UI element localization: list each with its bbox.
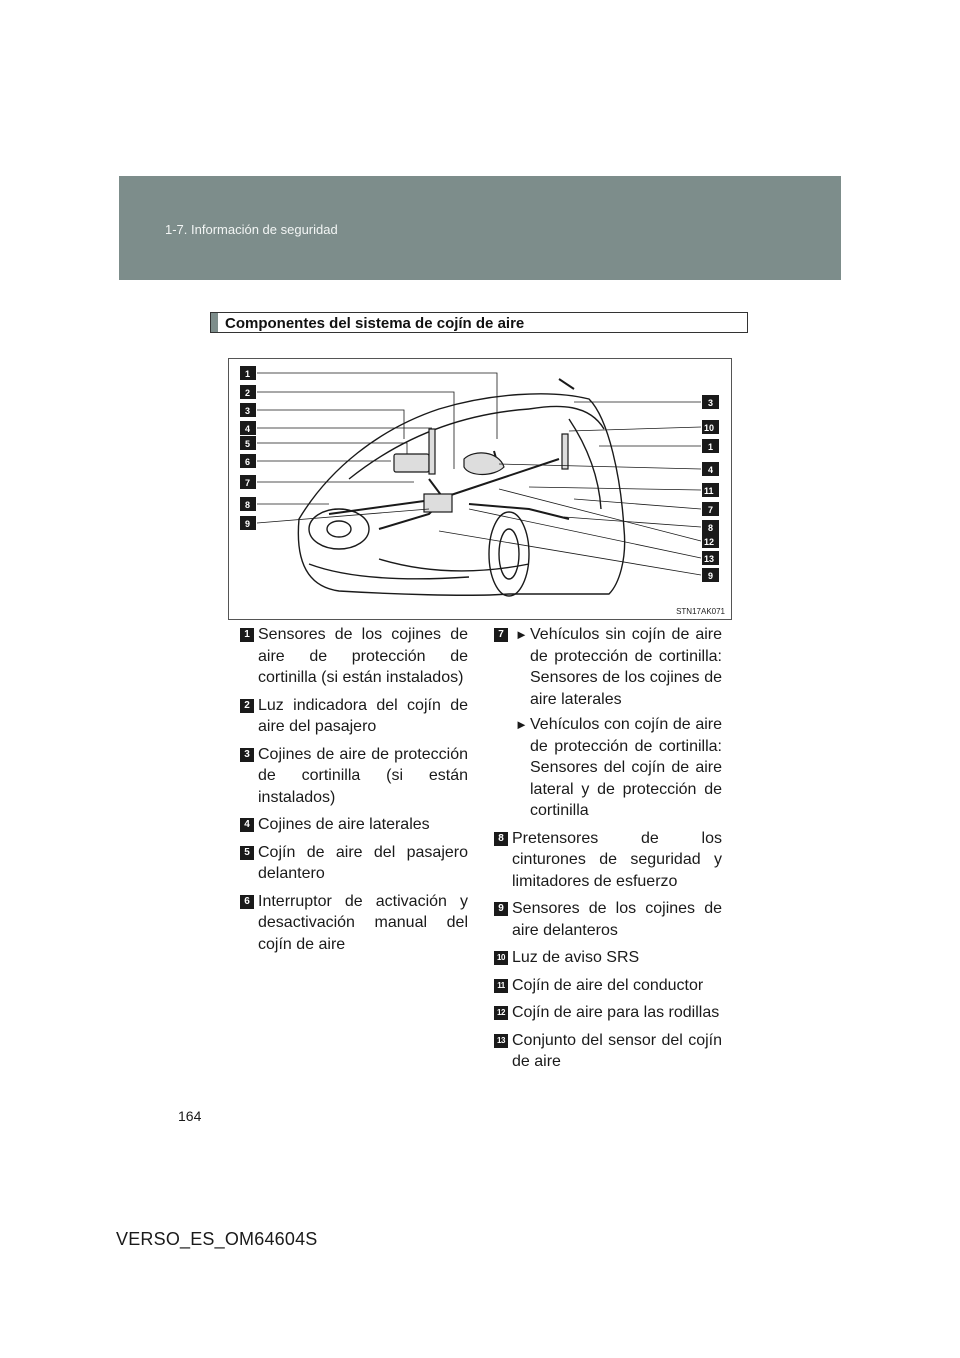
- items-right-column: [494, 624, 722, 1079]
- svg-text:10: 10: [704, 423, 715, 433]
- item-text: Cojines de aire laterales: [258, 816, 430, 833]
- sub-item-text: Vehículos sin cojín de aire de protección de cortinilla: Sensores de los cojines de aire laterales: [530, 626, 722, 708]
- item-text: Conjunto del sensor del cojín de aire: [512, 1031, 722, 1070]
- item-number-badge: 12: [494, 1006, 508, 1020]
- section-title-box: [210, 312, 748, 333]
- triangle-bullet-icon: ►: [515, 717, 528, 732]
- svg-text:9: 9: [708, 571, 714, 581]
- svg-text:4: 4: [708, 465, 714, 475]
- list-item: [240, 744, 468, 809]
- item-text: Sensores de los cojines de aire de protección de cortinilla (si están instalados): [258, 626, 468, 686]
- item-text: Cojines de aire de protección de cortinilla (si están instalados): [258, 745, 468, 806]
- items-left-column: [240, 624, 468, 961]
- item-number-badge: 5: [240, 846, 254, 860]
- figure-id: STN17AK071: [676, 607, 725, 616]
- airbag-diagram: [228, 358, 732, 620]
- list-item: [494, 828, 722, 893]
- right-callouts: [702, 395, 719, 582]
- item-text: Sensores de los cojines de aire delanteros: [512, 900, 722, 939]
- item-number-badge: 2: [240, 699, 254, 713]
- svg-text:4: 4: [245, 424, 251, 434]
- item-text: Cojín de aire para las rodillas: [512, 1004, 720, 1021]
- item-number-badge: 11: [494, 979, 508, 993]
- svg-text:5: 5: [245, 439, 251, 449]
- svg-text:12: 12: [704, 537, 715, 547]
- list-item: [240, 624, 468, 689]
- item-number-badge: 8: [494, 832, 508, 846]
- svg-text:8: 8: [245, 500, 251, 510]
- section-title: Componentes del sistema de cojín de aire: [225, 315, 525, 332]
- svg-text:9: 9: [245, 519, 251, 529]
- item-text: Cojín de aire del conductor: [512, 976, 704, 994]
- list-item: [240, 842, 468, 885]
- svg-text:3: 3: [708, 398, 714, 408]
- list-item: [494, 1002, 722, 1024]
- item-text: Cojín de aire del pasajero delantero: [258, 843, 468, 882]
- triangle-bullet-icon: ►: [515, 627, 528, 642]
- sub-item: [512, 714, 722, 822]
- airbag-wiring: [329, 451, 569, 529]
- section-label: 1-7. Información de seguridad: [165, 222, 338, 237]
- svg-text:3: 3: [245, 406, 251, 416]
- list-item: [494, 947, 722, 969]
- item-number-badge: 4: [240, 818, 254, 832]
- svg-text:6: 6: [245, 457, 251, 467]
- item-number-badge: 10: [494, 951, 508, 965]
- list-item: [240, 695, 468, 738]
- list-item: [494, 1030, 722, 1073]
- svg-text:7: 7: [245, 478, 251, 488]
- item-number-badge: 13: [494, 1034, 508, 1048]
- svg-text:1: 1: [708, 442, 714, 452]
- sub-item-text: Vehículos con cojín de aire de protección de cortinilla: Sensores del cojín de aire lateral y de protección de cortinilla: [530, 716, 722, 819]
- item-text: Interruptor de activación y desactivación manual del cojín de aire: [258, 892, 468, 953]
- footer-document-code: VERSO_ES_OM64604S: [116, 1229, 318, 1249]
- svg-text:8: 8: [708, 523, 714, 533]
- svg-text:2: 2: [245, 388, 251, 398]
- item-number-badge: 3: [240, 748, 254, 762]
- list-item: [494, 624, 722, 822]
- car-illustration: [229, 359, 733, 621]
- list-item: [240, 891, 468, 956]
- svg-text:7: 7: [708, 505, 714, 515]
- left-callouts: [240, 366, 256, 530]
- svg-text:13: 13: [704, 554, 715, 564]
- item-text: Pretensores de los cinturones de seguridad y limitadores de esfuerzo: [512, 829, 722, 890]
- airbag-modules: [394, 429, 568, 512]
- svg-text:11: 11: [704, 486, 714, 496]
- title-accent-bar: [211, 313, 218, 332]
- item-number-badge: 9: [494, 902, 508, 916]
- item-number-badge: 7: [494, 628, 508, 642]
- sub-item: [512, 624, 722, 710]
- page-number: 164: [178, 1108, 202, 1124]
- svg-text:1: 1: [245, 369, 251, 379]
- list-item: [494, 975, 722, 997]
- item-text: Luz de aviso SRS: [512, 949, 640, 966]
- list-item: [240, 814, 468, 836]
- item-text: Luz indicadora del cojín de aire del pasajero: [258, 696, 468, 735]
- item-number-badge: 1: [240, 628, 254, 642]
- item-number-badge: 6: [240, 895, 254, 909]
- list-item: [494, 898, 722, 941]
